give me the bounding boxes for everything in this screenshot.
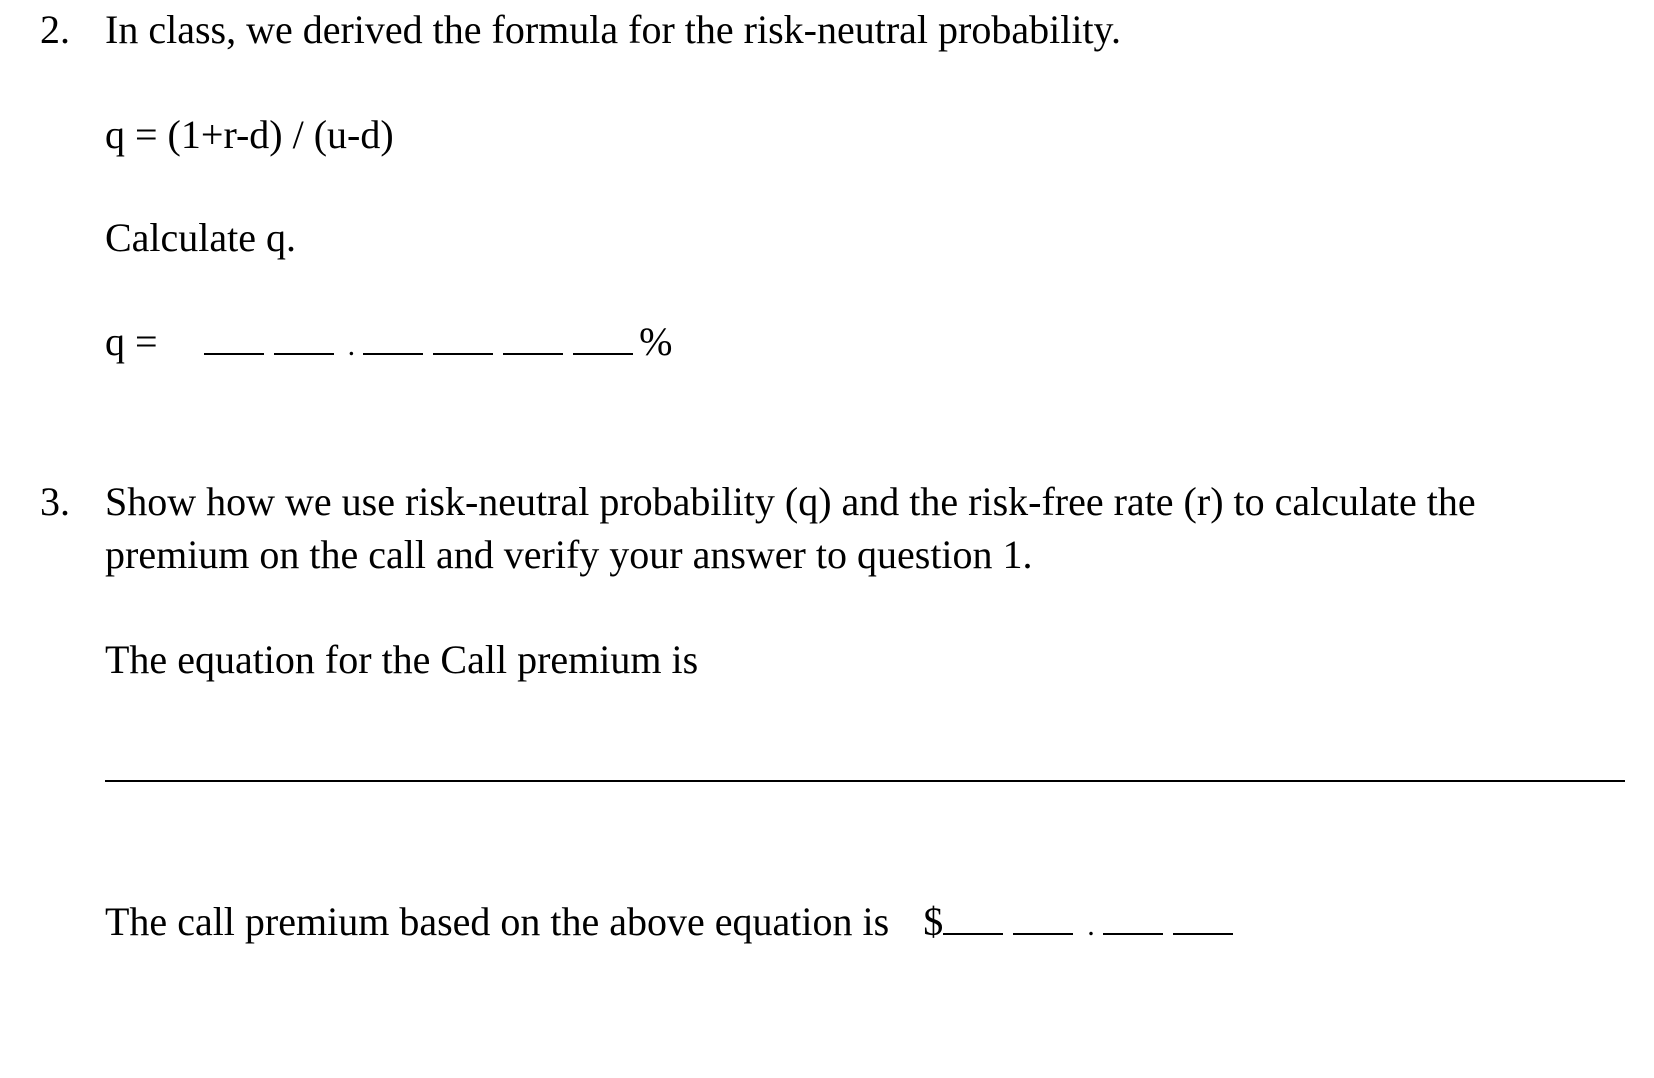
premium-blank-4[interactable] xyxy=(1173,903,1233,935)
q-answer-blank-2[interactable] xyxy=(274,323,334,355)
premium-blank-3[interactable] xyxy=(1103,903,1163,935)
premium-blank-2[interactable] xyxy=(1013,903,1073,935)
risk-neutral-formula: q = (1+r-d) / (u-d) xyxy=(105,112,394,157)
calculate-q-instruction: Calculate q. xyxy=(105,215,297,260)
q-answer-label: q = xyxy=(105,319,158,364)
question-3-prompt-line-2: premium on the call and verify your answer to question 1. xyxy=(105,532,1033,577)
q-answer-blank-1[interactable] xyxy=(204,323,264,355)
premium-blank-1[interactable] xyxy=(943,903,1003,935)
q-answer-unit: % xyxy=(639,319,673,364)
premium-decimal-point: . xyxy=(1087,909,1095,942)
q-answer-row xyxy=(105,319,673,364)
q-answer-blank-6[interactable] xyxy=(573,323,633,355)
q-answer-decimal-point: . xyxy=(347,329,356,362)
currency-symbol: $ xyxy=(923,899,944,944)
question-2-number: 2. xyxy=(40,7,70,52)
call-premium-label: The call premium based on the above equation is xyxy=(105,899,890,944)
q-answer-blank-4[interactable] xyxy=(433,323,493,355)
call-premium-answer-row xyxy=(105,899,1239,944)
question-3-prompt-line-1: Show how we use risk-neutral probability (q) and the risk-free rate (r) to calculate the xyxy=(105,479,1476,524)
question-3-number: 3. xyxy=(40,479,70,524)
question-2-prompt: In class, we derived the formula for the risk-neutral probability. xyxy=(105,7,1121,52)
call-premium-equation-answer-line[interactable] xyxy=(105,780,1625,782)
call-premium-equation-label: The equation for the Call premium is xyxy=(105,637,699,682)
q-answer-blank-3[interactable] xyxy=(363,323,423,355)
q-answer-blank-5[interactable] xyxy=(503,323,563,355)
